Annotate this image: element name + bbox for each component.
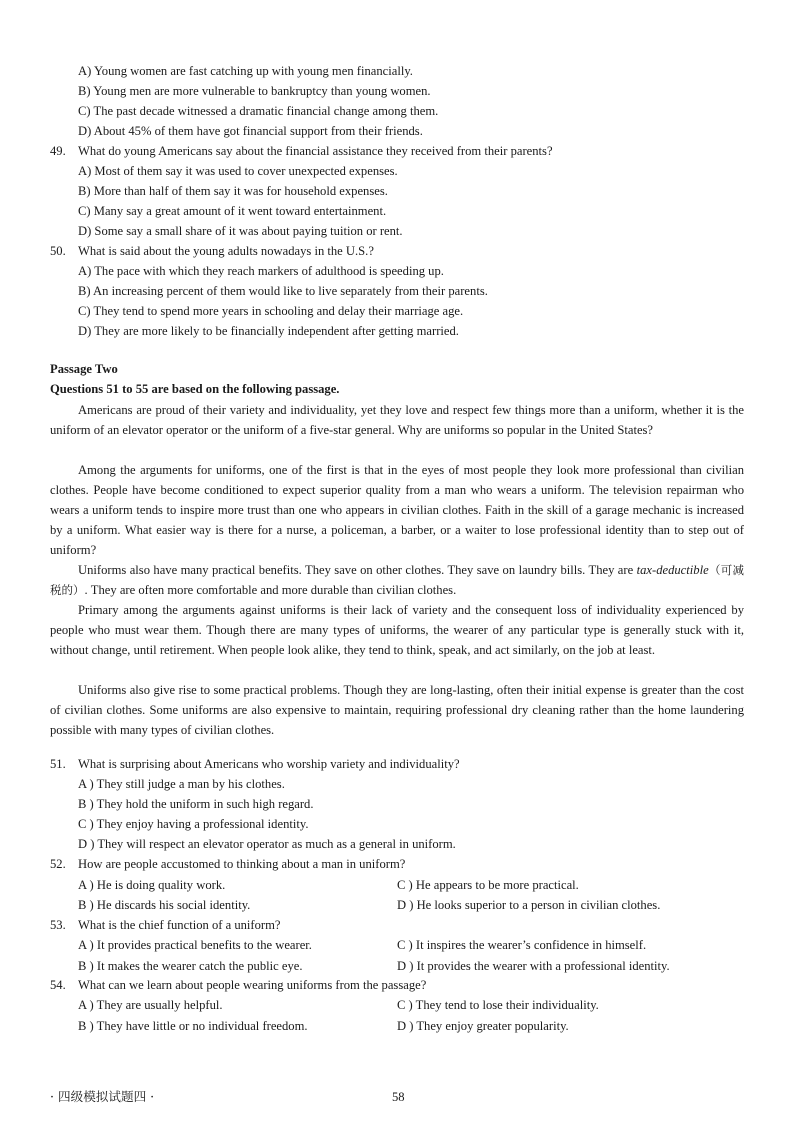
q54-option-b: B ) They have little or no individual freedom.	[78, 1019, 308, 1033]
q51-option-b: B ) They hold the uniform in such high regard.	[78, 797, 314, 811]
q53-text: What is the chief function of a uniform?	[78, 918, 281, 932]
q54-option-c: C ) They tend to lose their individuality.	[397, 998, 599, 1012]
q51-option-d: D ) They will respect an elevator operator as much as a general in uniform.	[78, 837, 456, 851]
q50-option-c: C) They tend to spend more years in schooling and delay their marriage age.	[78, 304, 464, 318]
q50-option-d: D) They are more likely to be financially independent after getting married.	[78, 324, 459, 338]
q48-option-d: D) About 45% of them have got financial support from their friends.	[78, 124, 423, 138]
passage-title: Passage Two	[50, 362, 118, 376]
q54-option-d: D ) They enjoy greater popularity.	[397, 1019, 569, 1033]
q51-option-c: C ) They enjoy having a professional identity.	[78, 817, 309, 831]
q49-option-d: D) Some say a small share of it was about paying tuition or rent.	[78, 224, 403, 238]
q50-number: 50.	[50, 244, 66, 258]
q52-text: How are people accustomed to thinking about a man in uniform?	[78, 857, 406, 871]
q49-text: What do young Americans say about the financial assistance they received from their parents?	[78, 144, 553, 158]
passage-paragraph-1: Americans are proud of their variety and individuality, yet they love and respect few things more than a uniform, whether it is the uniform of an elevator operator or the uniform of a five-star general. Why are uniforms so popular in the United States?	[50, 403, 744, 437]
q54-stem	[50, 975, 426, 995]
q48-option-c: C) The past decade witnessed a dramatic financial change among them.	[78, 104, 439, 118]
passage-paragraph-4: Primary among the arguments against uniforms is their lack of variety and the consequent loss of individuality experienced by people who must wear them. Though there are many types of uniforms, the wearer of any particular type is generally stuck with it, without change, until retirement. When people look alike, they tend to think, speak, and act similarly, on the job at least.	[50, 603, 744, 657]
page-number: 58	[392, 1090, 405, 1104]
q51-stem	[50, 754, 460, 774]
q54-option-a: A ) They are usually helpful.	[78, 998, 223, 1012]
q52-stem	[50, 854, 405, 874]
q50-option-a: A) The pace with which they reach markers of adulthood is speeding up.	[78, 264, 444, 278]
q49-stem	[50, 141, 553, 161]
q49-option-a: A) Most of them say it was used to cover unexpected expenses.	[78, 164, 398, 178]
passage-paragraph-2: Among the arguments for uniforms, one of the first is that in the eyes of most people they look more professional than civilian clothes. People have become conditioned to expect superior quality from a man who wears a uniform. The television repairman who wears a uniform tends to inspire more trust than one who appears in civilian clothes. Faith in the skill of a garage mechanic is increased by a uniform. What easier way is there for a nurse, a policeman, a barber, or a waiter to lose professional identity than to step out of uniform?	[50, 463, 744, 557]
q50-text: What is said about the young adults nowadays in the U.S.?	[78, 244, 374, 258]
q51-text: What is surprising about Americans who worship variety and individuality?	[78, 757, 460, 771]
q52-option-a: A ) He is doing quality work.	[78, 878, 226, 892]
q52-option-d: D ) He looks superior to a person in civilian clothes.	[397, 898, 661, 912]
passage-paragraph-3	[50, 560, 744, 600]
q54-number: 54.	[50, 978, 66, 992]
q49-option-b: B) More than half of them say it was for household expenses.	[78, 184, 388, 198]
q52-number: 52.	[50, 857, 66, 871]
passage-paragraph-5: Uniforms also give rise to some practical problems. Though they are long-lasting, often their initial expense is greater than the cost of civilian clothes. Some uniforms are also expensive to maintain, requiring professional dry cleaning rather than the home laundering possible with many types of civilian clothes.	[50, 683, 744, 737]
q52-option-c: C ) He appears to be more practical.	[397, 878, 579, 892]
q50-option-b: B) An increasing percent of them would like to live separately from their parents.	[78, 284, 488, 298]
q50-stem	[50, 241, 374, 261]
p3-end: . They are often more comfortable and more durable than civilian clothes.	[84, 583, 457, 597]
q51-option-a: A ) They still judge a man by his clothes.	[78, 777, 285, 791]
p3-start: Uniforms also have many practical benefits. They save on other clothes. They save on laundry bills. They are	[78, 563, 637, 577]
p3-term: tax-deductible	[636, 563, 709, 577]
q53-option-d: D ) It provides the wearer with a professional identity.	[397, 959, 670, 973]
q53-number: 53.	[50, 918, 66, 932]
passage-subtitle: Questions 51 to 55 are based on the following passage.	[50, 382, 340, 396]
q48-option-b: B) Young men are more vulnerable to bankruptcy than young women.	[78, 84, 431, 98]
p3-gloss: （可减税的）	[50, 563, 745, 597]
q48-option-a: A) Young women are fast catching up with young men financially.	[78, 64, 413, 78]
q49-number: 49.	[50, 144, 66, 158]
q53-option-b: B ) It makes the wearer catch the public eye.	[78, 959, 303, 973]
q52-option-b: B ) He discards his social identity.	[78, 898, 251, 912]
q53-option-c: C ) It inspires the wearer’s confidence in himself.	[397, 938, 647, 952]
q51-number: 51.	[50, 757, 66, 771]
q53-option-a: A ) It provides practical benefits to the wearer.	[78, 938, 312, 952]
q53-stem	[50, 915, 280, 935]
q54-text: What can we learn about people wearing uniforms from the passage?	[78, 978, 427, 992]
q49-option-c: C) Many say a great amount of it went toward entertainment.	[78, 204, 387, 218]
footer-exam-title: · 四级模拟试题四 ·	[50, 1089, 155, 1104]
